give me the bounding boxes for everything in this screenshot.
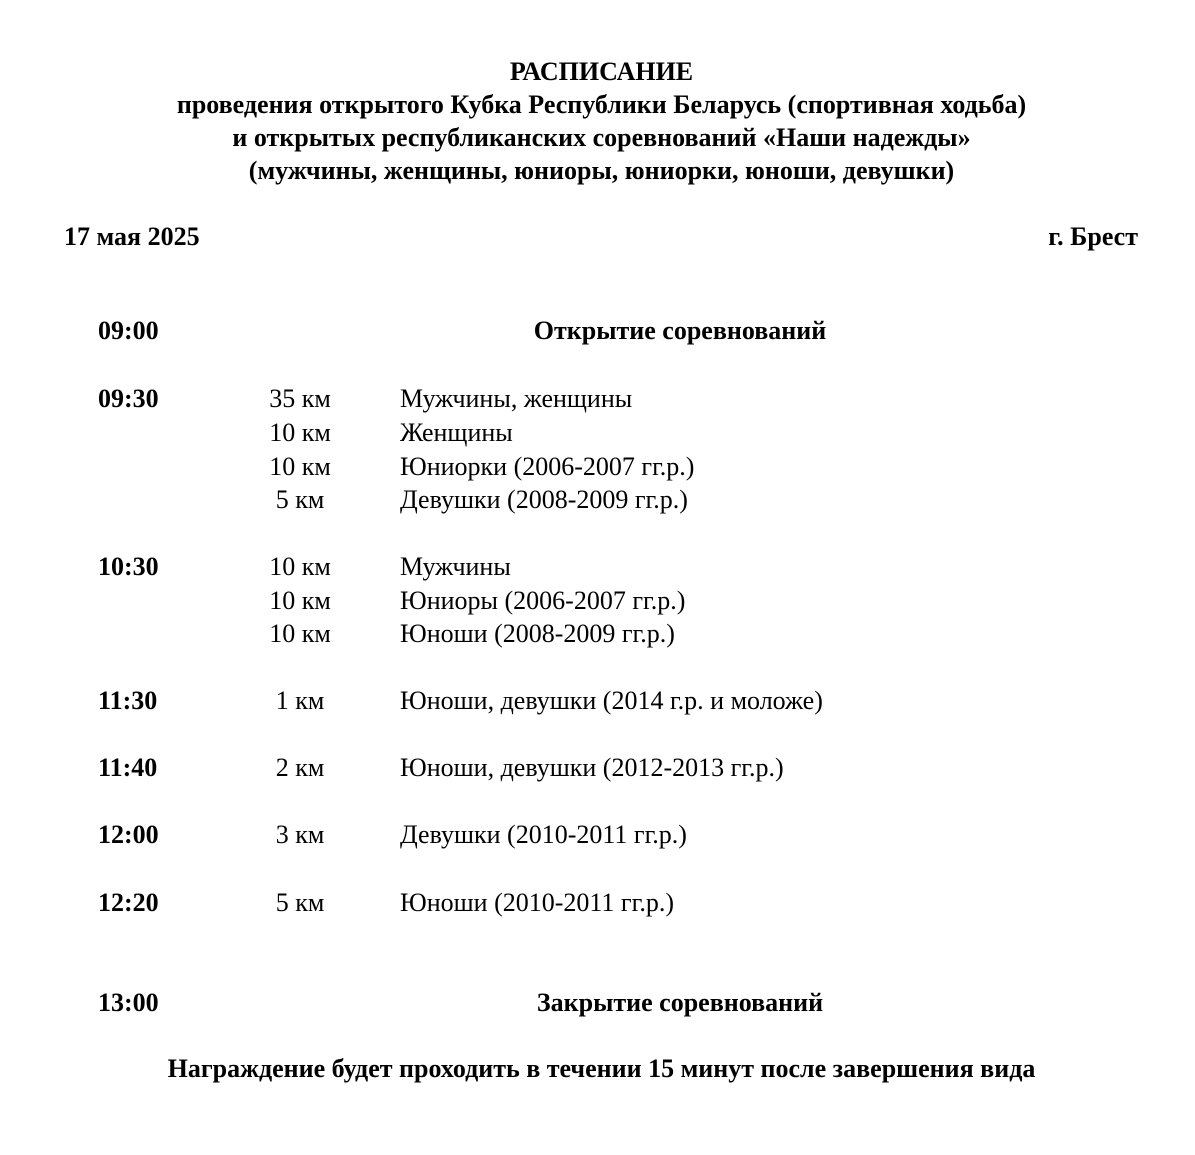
event-distance: 5 км: [275, 888, 325, 917]
event-distance: 10 км: [269, 586, 331, 615]
event-distance: 1 км: [275, 686, 325, 715]
session-time: 11:40: [98, 753, 158, 782]
closing-label: Закрытие соревнований: [536, 988, 824, 1017]
event-category: Юниорки (2006-2007 гг.р.): [400, 452, 695, 481]
subtitle-line-1: проведения открытого Кубка Республики Беларусь (спортивная ходьба): [176, 90, 1027, 119]
session-time: 09:30: [98, 384, 159, 413]
event-distance: 5 км: [275, 485, 325, 514]
event-distance: 35 км: [269, 384, 331, 413]
event-category: Юниоры (2006-2007 гг.р.): [400, 586, 686, 615]
event-distance: 10 км: [269, 552, 331, 581]
event-category: Мужчины, женщины: [400, 384, 633, 413]
event-category: Юноши (2008-2009 гг.р.): [400, 619, 675, 648]
session-time: 12:00: [98, 820, 159, 849]
event-category: Юноши (2010-2011 гг.р.): [400, 888, 674, 917]
event-category: Юноши, девушки (2012-2013 гг.р.): [400, 753, 784, 782]
opening-time: 09:00: [98, 316, 159, 345]
event-city: г. Брест: [1048, 222, 1138, 251]
event-distance: 3 км: [275, 820, 325, 849]
event-distance: 10 км: [269, 619, 331, 648]
subtitle-line-2: и открытых республиканских соревнований «Наши надежды»: [232, 123, 971, 152]
event-category: Девушки (2008-2009 гг.р.): [400, 485, 688, 514]
document-title: РАСПИСАНИЕ: [509, 57, 694, 86]
session-time: 10:30: [98, 552, 159, 581]
event-category: Мужчины: [400, 552, 511, 581]
event-distance: 2 км: [275, 753, 325, 782]
session-time: 11:30: [98, 686, 158, 715]
event-category: Юноши, девушки (2014 г.р. и моложе): [400, 686, 823, 715]
awards-note: Награждение будет проходить в течении 15 минут после завершения вида: [167, 1054, 1036, 1083]
event-distance: 10 км: [269, 418, 331, 447]
event-distance: 10 км: [269, 452, 331, 481]
session-time: 12:20: [98, 888, 159, 917]
opening-label: Открытие соревнований: [533, 316, 827, 345]
closing-time: 13:00: [98, 988, 159, 1017]
subtitle-line-3: (мужчины, женщины, юниоры, юниорки, юноши, девушки): [248, 156, 955, 185]
event-category: Девушки (2010-2011 гг.р.): [400, 820, 687, 849]
event-category: Женщины: [400, 418, 513, 447]
event-date: 17 мая 2025: [64, 222, 200, 251]
document-header: [0, 55, 1195, 187]
